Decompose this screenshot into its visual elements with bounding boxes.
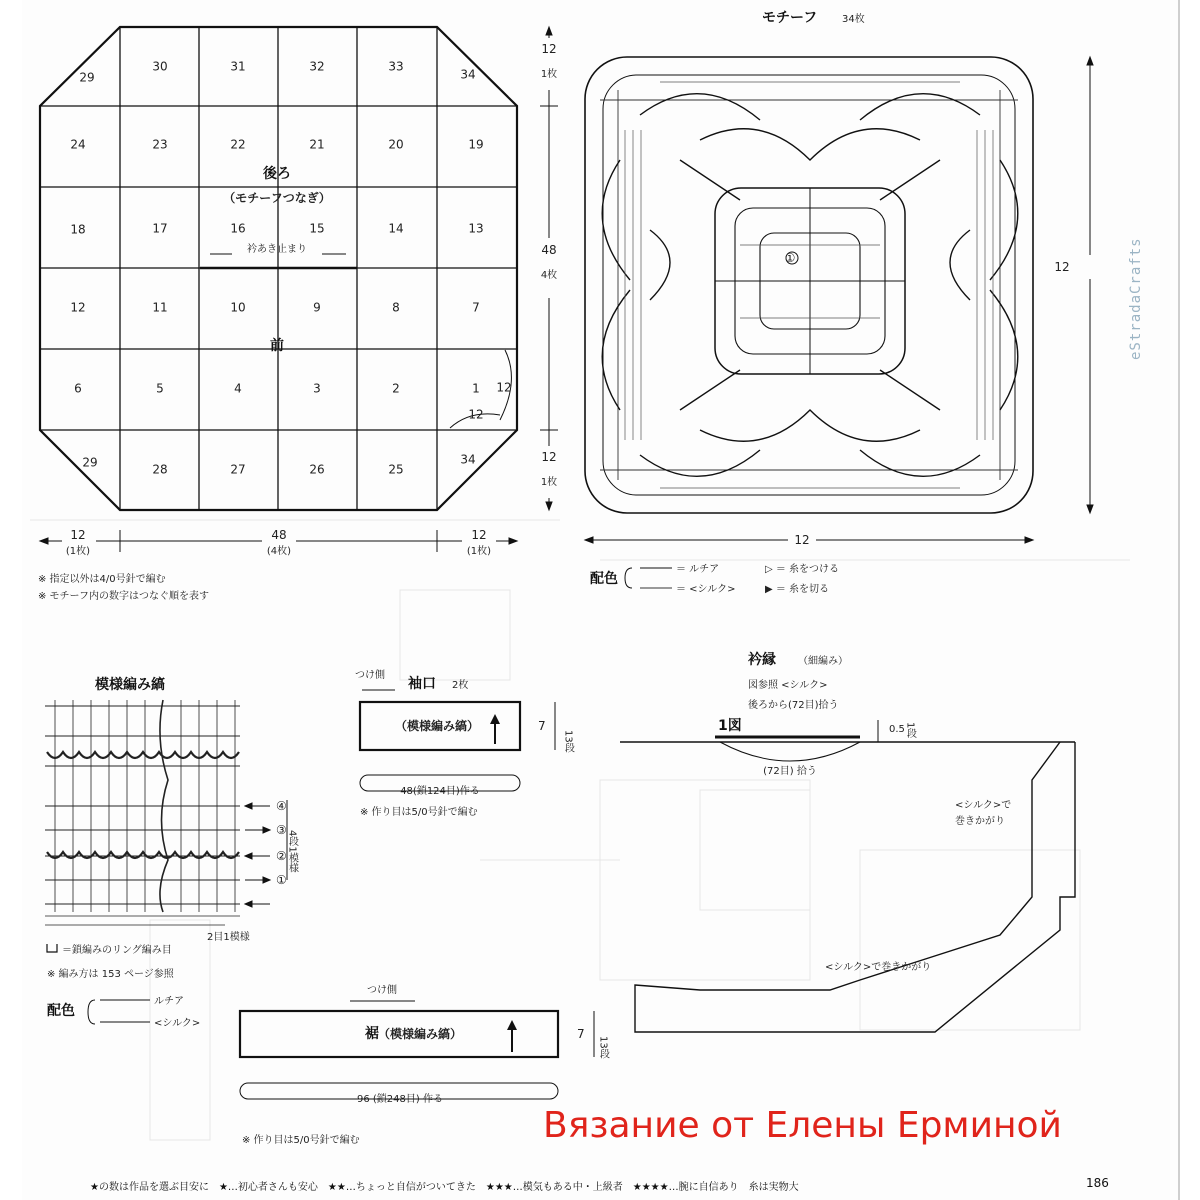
cell-number: 20 [388, 137, 404, 152]
cell-number: 33 [388, 59, 404, 74]
dim-mid-sub: (4枚) [266, 546, 292, 557]
hem-cast-on: 96 (鎖248目) 作る [357, 1094, 443, 1105]
side-brand-text: eStradaCrafts [1128, 237, 1144, 360]
cell-number: 3 [313, 381, 321, 396]
cuff-body: （模様編み縞） [394, 719, 480, 733]
page-number: 186 [1086, 1176, 1109, 1190]
cuff-dim: 7 [538, 719, 546, 733]
cell-number: 19 [468, 137, 484, 152]
collar-dim: 0.5 [889, 724, 905, 735]
dim-left-sub: (1枚) [65, 546, 91, 557]
cell-number: 4 [234, 381, 242, 396]
cell-number: 12 [70, 300, 86, 315]
repeat-stitches: 2目1模様 [207, 932, 250, 943]
difficulty-footer: ★の数は作品を選ぶ目安に ★…初心者さんも安心 ★★…ちょっと自信がついてきた ★★★…模気もある中・上級者 ★★★★…腕に自信あり 糸は実物大 [90, 1182, 799, 1193]
motif-stitches [625, 82, 993, 488]
front-label: 前 [270, 338, 284, 354]
cell-number: 32 [309, 59, 325, 74]
note-order: ※ モチーフ内の数字はつなぐ順を表す [38, 591, 210, 602]
hem-top-label: つけ側 [367, 985, 397, 996]
back-subtitle: （モチーフつなぎ） [223, 191, 331, 205]
cell-number: 25 [388, 462, 404, 477]
back-title: 後ろ [263, 166, 291, 182]
cell-number: 30 [152, 59, 168, 74]
cell-number: 22 [230, 137, 246, 152]
cell-number: 18 [70, 222, 86, 237]
cell-number: 21 [309, 137, 325, 152]
cell-number: 6 [74, 381, 82, 396]
collar-title: 衿縁 [748, 652, 776, 668]
hem-title: 裾 [365, 1026, 379, 1042]
cuff-note: ※ 作り目は5/0号針で編む [360, 807, 478, 818]
collar-diagram [620, 720, 1075, 1032]
collar-figure: 1図 [718, 718, 742, 734]
note-hook: ※ 指定以外は4/0号針で編む [38, 574, 166, 585]
collar-wrap-1: <シルク>で [955, 800, 1012, 811]
row-number: ③ [276, 823, 287, 837]
stripe-chart [45, 700, 240, 925]
cell-number: 13 [468, 221, 484, 236]
cell-number: 23 [152, 137, 168, 152]
cell-number: 26 [309, 462, 325, 477]
cell-number: 29 [79, 70, 95, 85]
dim-left: 12 [70, 528, 86, 542]
cell-number: 7 [472, 300, 480, 315]
author-watermark: Вязание от Елены Ерминой [543, 1105, 1062, 1146]
corner-dimension: 12 [496, 380, 512, 395]
color-item-silk: ＝ <シルク> [676, 584, 736, 595]
dim-v-top: 12 [541, 42, 557, 56]
cell-number: 34 [460, 452, 476, 467]
cell-number: 2 [392, 381, 400, 396]
row-number: ② [276, 849, 287, 863]
dim-v-mid-sub: 4枚 [540, 270, 558, 281]
row-number: ④ [276, 799, 287, 813]
instructions-ref: ※ 編み方は 153 ページ参照 [47, 969, 174, 980]
legend-cut: ▶ ＝ 糸を切る [765, 584, 830, 595]
cell-number: 8 [392, 300, 400, 315]
collar-dim-sub: 1段 [904, 722, 916, 739]
cell-number: 11 [152, 300, 168, 315]
collar-pick-up: (72目) 拾う [763, 766, 817, 777]
color-item-lucia: ルチア [154, 996, 184, 1007]
motif-title: モチーフ [762, 10, 818, 26]
dim-mid: 48 [271, 528, 287, 542]
color-key-label: 配色 [590, 571, 618, 587]
dim-right-sub: (1枚) [466, 546, 492, 557]
cell-number: 24 [70, 137, 86, 152]
ring-stitch-note: ＝鎖編みのリング編み目 [62, 945, 172, 956]
cuff-title: 袖口 [408, 676, 436, 692]
cell-number: 31 [230, 59, 246, 74]
cell-number: 5 [156, 381, 164, 396]
color-item-lucia: ＝ ルチア [676, 564, 720, 575]
pattern-title: 模様編み縞 [95, 677, 165, 693]
cell-number: 15 [309, 221, 325, 236]
cuff-top-label: つけ側 [355, 670, 385, 681]
cell-number: 10 [230, 300, 246, 315]
cell-number: 1 [472, 381, 480, 396]
collar-wrap-3: <シルク>で巻きかがり [825, 962, 932, 973]
cuff-count: 2枚 [452, 680, 469, 691]
color-key-bottom-label: 配色 [47, 1003, 75, 1019]
legend-attach: ▷ ＝ 糸をつける [765, 564, 840, 575]
dim-v-mid: 48 [541, 243, 557, 257]
cuff-dim-sub: 13段 [562, 730, 574, 753]
repeat-rows: 4段1模様 [286, 830, 298, 873]
motif-count: 34枚 [842, 14, 865, 25]
back-panel-grid [40, 27, 517, 510]
hem-dim: 7 [577, 1027, 585, 1041]
collar-subtitle: （細編み） [798, 656, 848, 667]
motif-chart [585, 57, 1033, 513]
color-item-silk: <シルク> [154, 1018, 201, 1029]
dim-v-bot: 12 [541, 450, 557, 464]
dim-v-top-sub: 1枚 [540, 69, 558, 80]
collar-wrap-2: 巻きかがり [955, 816, 1005, 827]
hem-body: （模様編み縞） [377, 1027, 463, 1041]
cell-number: 9 [313, 300, 321, 315]
dim-v-bot-sub: 1枚 [540, 477, 558, 488]
corner-dimension: 12 [468, 407, 484, 422]
cell-number: 28 [152, 462, 168, 477]
collar-line1: 図参照 <シルク> [748, 680, 828, 691]
cell-number: 14 [388, 221, 404, 236]
motif-center-mark: ① [784, 251, 796, 265]
cell-number: 29 [82, 455, 98, 470]
cuff-cast-on: 48(鎖124目)作る [400, 786, 480, 797]
row-number: ① [276, 873, 287, 887]
cell-number: 27 [230, 462, 246, 477]
hem-dim-sub: 13段 [597, 1036, 609, 1059]
collar-line2: 後ろから(72目)拾う [748, 700, 839, 711]
cell-number: 34 [460, 67, 476, 82]
cell-number: 17 [152, 221, 168, 236]
motif-height: 12 [1054, 260, 1070, 274]
neck-opening-label: 衿あき止まり [247, 244, 307, 255]
dim-right: 12 [471, 528, 487, 542]
cell-number: 16 [230, 221, 246, 236]
hem-note: ※ 作り目は5/0号針で編む [242, 1135, 360, 1146]
motif-width: 12 [794, 533, 810, 547]
